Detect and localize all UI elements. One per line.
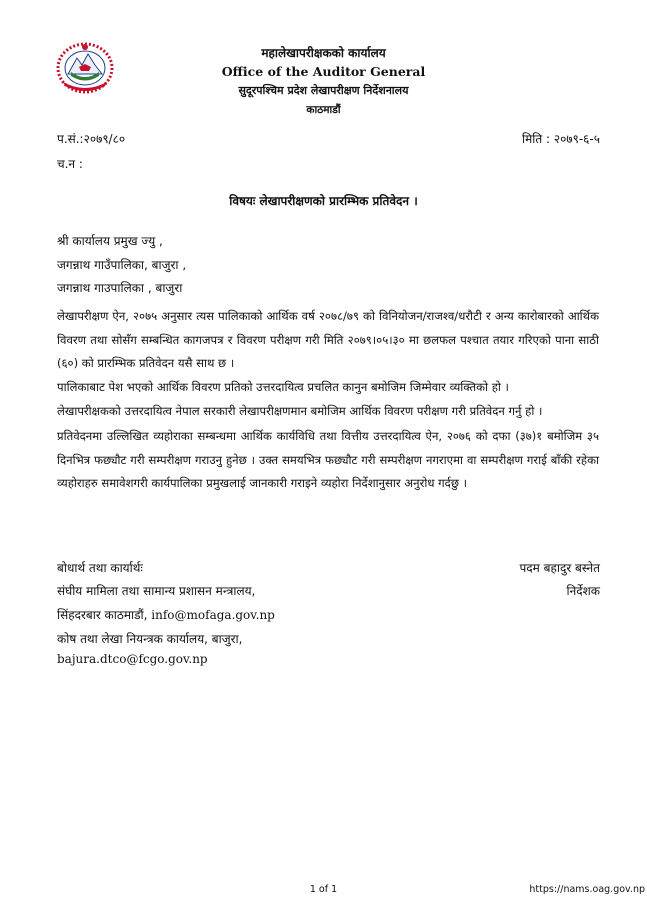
city-name: काठमाडौं [306, 104, 341, 116]
office-name-english: Office of the Auditor General [221, 64, 426, 79]
cc-line: संघीय मामिला तथा सामान्य प्रशासन मन्त्रालय, [57, 584, 256, 598]
cc-heading: बोधार्थ तथा कार्यार्थः [57, 561, 143, 575]
cc-line: कोष तथा लेखा नियन्त्रक कार्यालय, बाजुरा, [57, 632, 243, 646]
cc-address: सिंहदरबार काठमाडौं, [57, 608, 152, 622]
body-paragraph: लेखापरीक्षण ऐन, २०७५ अनुसार त्यस पालिकाको आर्थिक वर्ष २०७८/७९ को विनियोजन/राजश्व/धरौटी र अन्य कारोबारको आर्थिक विवरण तथा सोसँग सम्बन्धित कागजपत्र र विवरण परीक्षण गरी मिति २०७९।०५।३० मा छलफल पश्चात तयार गरिएको पाना साठी (६०) को प्रारम्भिक प्रतिवेदन यसै साथ छ । [57, 309, 599, 370]
page-number: 1 of 1 [309, 884, 338, 895]
office-name-nepali: महालेखापरीक्षकको कार्यालय [261, 46, 386, 60]
letter-date: मिति : २०७९-६-५ [521, 132, 600, 146]
cc-email: info@mofaga.gov.np [151, 608, 275, 622]
cc-line [57, 606, 275, 623]
addressee-line: जगन्नाथ गाउपालिका , बाजुरा [57, 281, 183, 295]
body-paragraph: पालिकाबाट पेश भएको आर्थिक विवरण प्रतिको उत्तरदायित्व प्रचलित कानुन बमोजिम जिम्मेवार व्यक्तिको हो । [57, 380, 509, 394]
signatory-name: पदम बहादुर बस्नेत [519, 561, 600, 575]
dispatch-number: च.न : [57, 157, 83, 171]
addressee-line: श्री कार्यालय प्रमुख ज्यु , [57, 234, 163, 248]
cc-line [57, 652, 208, 666]
reference-number: प.सं.:२०७९/८० [57, 132, 126, 146]
letter-subject: विषयः लेखापरीक्षणको प्रारम्भिक प्रतिवेदन । [229, 194, 418, 208]
signatory-title: निर्देशक [566, 584, 600, 598]
body-paragraph: लेखापरीक्षकको उत्तरदायित्व नेपाल सरकारी लेखापरीक्षणमान बमोजिम आर्थिक विवरण परीक्षण गरी प्रतिवेदन गर्नु हो । [57, 404, 543, 418]
addressee-line: जगन्नाथ गाउँपालिका, बाजुरा , [57, 258, 187, 272]
footer-url: https://nams.oag.gov.np [529, 884, 645, 895]
cc-email: bajura.dtco@fcgo.gov.np [57, 652, 208, 666]
directorate-name: सुदूरपश्चिम प्रदेश लेखापरीक्षण निर्देशनालय [238, 84, 409, 97]
body-paragraph: प्रतिवेदनमा उल्लिखित व्यहोराका सम्बन्धमा आर्थिक कार्यविधि तथा वित्तीय उत्तरदायित्व ऐन, २०७६ को दफा (३७)१ बमोजिम ३५ दिनभित्र फछ्यौट गरी सम्परीक्षण गराउनु हुनेछ । उक्त समयभित्र फछ्यौट गरी सम्परीक्षण नगराएमा वा सम्परीक्षण गराई बाँकी रहेका व्यहोराहरु समावेशगरी कार्यपालिका प्रमुखलाई जानकारी गराइने व्यहोरा निर्देशानुसार अनुरोध गर्दछु । [57, 429, 599, 490]
